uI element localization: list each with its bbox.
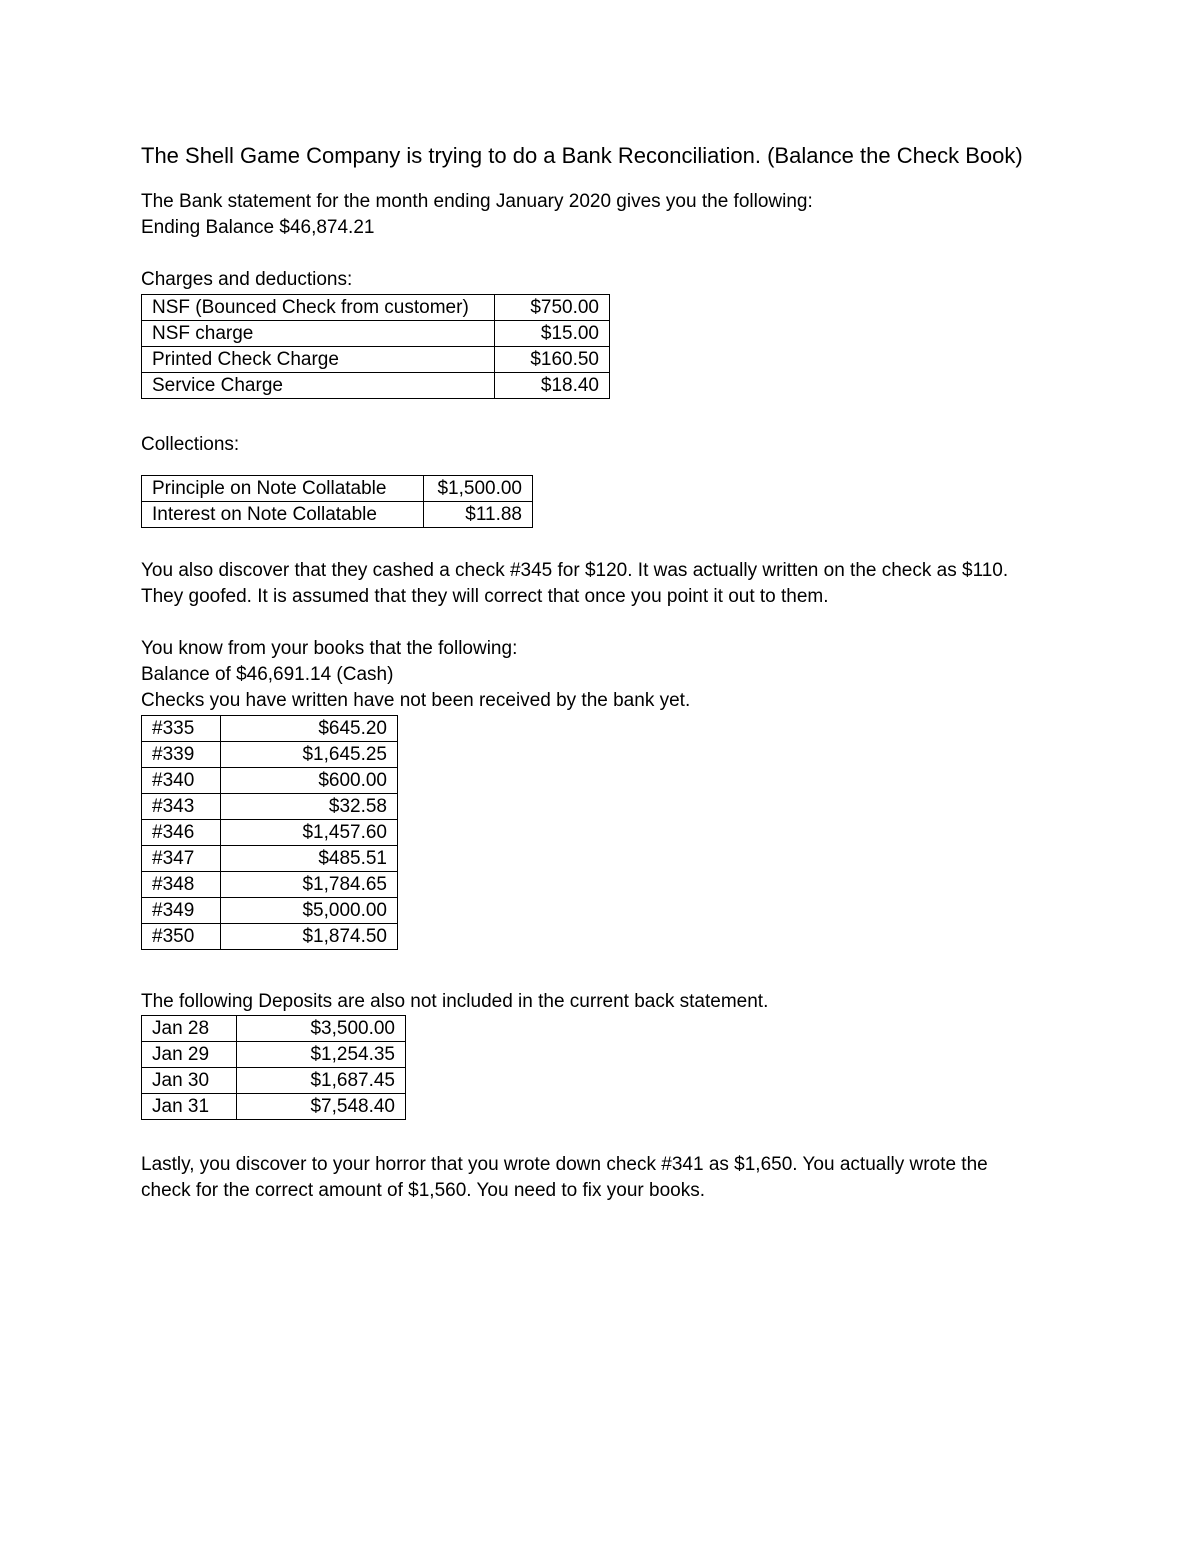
bank-error-line-2: They goofed. It is assumed that they will correct that once you point it out to them. — [141, 586, 829, 607]
check-number: #349 — [142, 898, 221, 924]
table-row — [142, 1042, 406, 1068]
charge-label: NSF charge — [142, 321, 495, 347]
charges-heading: Charges and deductions: — [141, 269, 353, 290]
charge-label: Printed Check Charge — [142, 347, 495, 373]
deposit-date: Jan 29 — [142, 1042, 237, 1068]
check-number: #346 — [142, 820, 221, 846]
charge-amount: $15.00 — [494, 321, 609, 347]
table-row — [142, 872, 398, 898]
table-row — [142, 820, 398, 846]
charge-amount: $750.00 — [494, 295, 609, 321]
check-amount: $1,457.60 — [220, 820, 397, 846]
check-number: #339 — [142, 742, 221, 768]
charge-amount: $18.40 — [494, 373, 609, 399]
table-row — [142, 846, 398, 872]
table-row — [142, 1094, 406, 1120]
closing-line-2: check for the correct amount of $1,560. You need to fix your books. — [141, 1180, 706, 1201]
deposit-date: Jan 28 — [142, 1016, 237, 1042]
books-balance: Balance of $46,691.14 (Cash) — [141, 664, 394, 685]
charge-label: Service Charge — [142, 373, 495, 399]
check-amount: $1,784.65 — [220, 872, 397, 898]
collections-table — [141, 475, 533, 528]
deposit-date: Jan 31 — [142, 1094, 237, 1120]
table-row — [142, 295, 610, 321]
page-title: The Shell Game Company is trying to do a Bank Reconciliation. (Balance the Check Book) — [141, 143, 1023, 168]
deposit-amount: $1,687.45 — [236, 1068, 405, 1094]
table-row — [142, 321, 610, 347]
check-amount: $600.00 — [220, 768, 397, 794]
collection-label: Interest on Note Collatable — [142, 502, 424, 528]
bank-error-note — [141, 558, 1008, 610]
check-number: #347 — [142, 846, 221, 872]
check-number: #343 — [142, 794, 221, 820]
check-number: #350 — [142, 924, 221, 950]
charge-label: NSF (Bounced Check from customer) — [142, 295, 495, 321]
deposit-amount: $3,500.00 — [236, 1016, 405, 1042]
outstanding-checks-table — [141, 715, 398, 950]
bank-statement-intro: The Bank statement for the month ending January 2020 gives you the following: — [141, 191, 813, 212]
collections-heading: Collections: — [141, 434, 240, 455]
table-row — [142, 347, 610, 373]
deposits-heading: The following Deposits are also not included in the current back statement. — [141, 991, 769, 1012]
collection-amount: $1,500.00 — [424, 476, 533, 502]
check-number: #340 — [142, 768, 221, 794]
books-text — [141, 636, 690, 714]
table-row — [142, 924, 398, 950]
table-row — [142, 794, 398, 820]
table-row — [142, 898, 398, 924]
table-row — [142, 716, 398, 742]
deposits-table — [141, 1015, 406, 1120]
charge-amount: $160.50 — [494, 347, 609, 373]
table-row — [142, 476, 533, 502]
collection-label: Principle on Note Collatable — [142, 476, 424, 502]
table-row — [142, 502, 533, 528]
deposit-date: Jan 30 — [142, 1068, 237, 1094]
check-amount: $645.20 — [220, 716, 397, 742]
collection-amount: $11.88 — [424, 502, 533, 528]
table-row — [142, 1016, 406, 1042]
check-amount: $1,874.50 — [220, 924, 397, 950]
table-row — [142, 768, 398, 794]
check-number: #348 — [142, 872, 221, 898]
outstanding-checks-heading: Checks you have written have not been received by the bank yet. — [141, 690, 691, 711]
check-number: #335 — [142, 716, 221, 742]
books-intro: You know from your books that the following: — [141, 638, 518, 659]
closing-note — [141, 1152, 988, 1204]
bank-statement-text — [141, 189, 813, 241]
bank-error-line-1: You also discover that they cashed a check #345 for $120. It was actually written on the check as $110. — [141, 560, 1009, 581]
check-amount: $5,000.00 — [220, 898, 397, 924]
charges-table — [141, 294, 610, 399]
table-row — [142, 373, 610, 399]
deposit-amount: $1,254.35 — [236, 1042, 405, 1068]
check-amount: $32.58 — [220, 794, 397, 820]
deposit-amount: $7,548.40 — [236, 1094, 405, 1120]
check-amount: $1,645.25 — [220, 742, 397, 768]
check-amount: $485.51 — [220, 846, 397, 872]
ending-balance: Ending Balance $46,874.21 — [141, 217, 375, 238]
table-row — [142, 1068, 406, 1094]
table-row — [142, 742, 398, 768]
closing-line-1: Lastly, you discover to your horror that you wrote down check #341 as $1,650. You actually wrote the — [141, 1154, 988, 1175]
